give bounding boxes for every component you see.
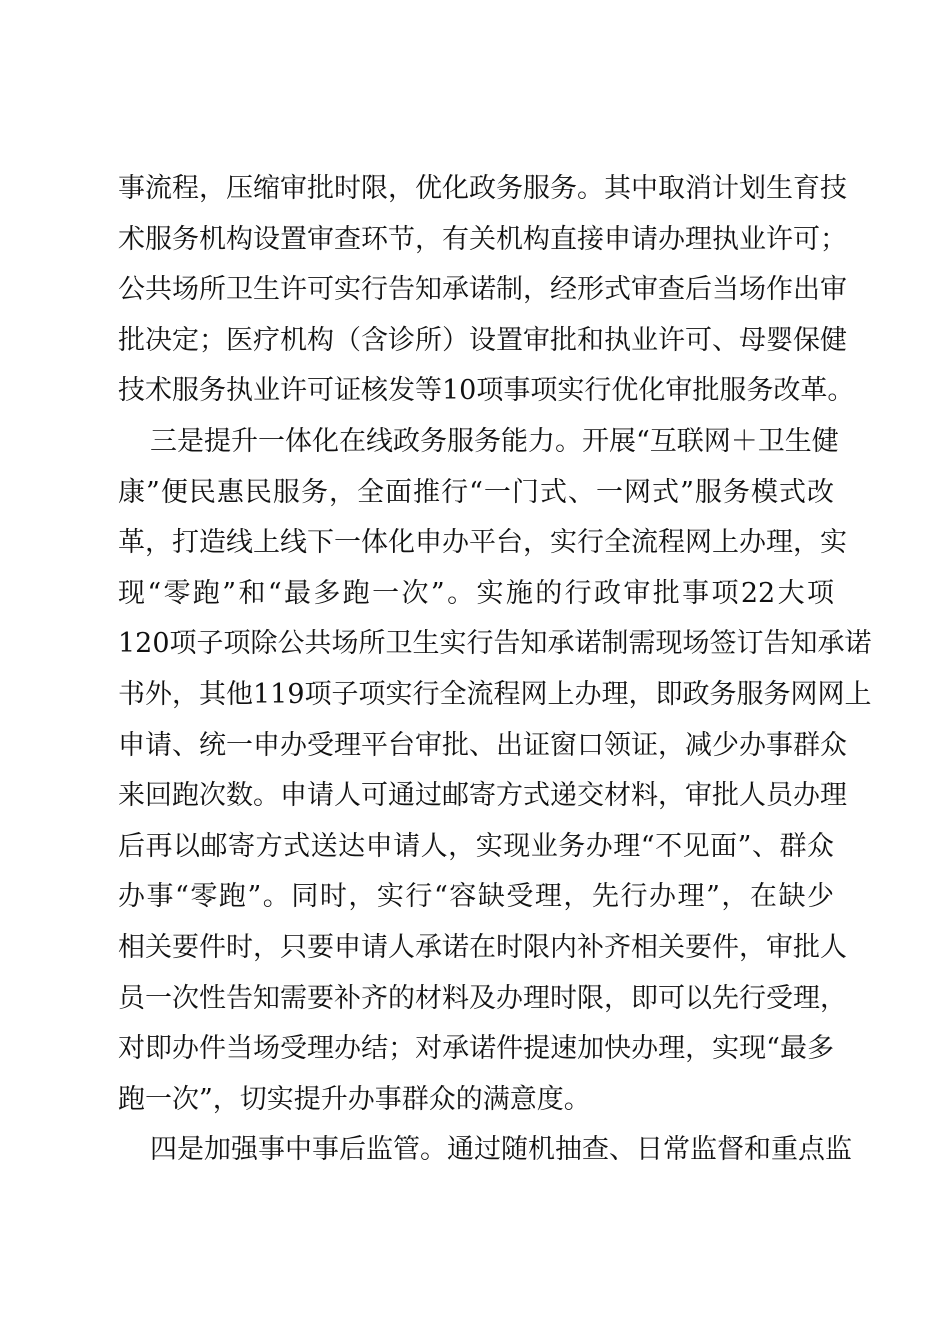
text-line: 批决定；医疗机构（含诊所）设置审批和执业许可、母婴保健 <box>118 324 847 356</box>
text-line: 办事“零跑”。同时，实行“容缺受理，先行办理”，在缺少 <box>118 881 834 913</box>
text-line: 现“零跑”和“最多跑一次”。实施的行政审批事项22大项 <box>118 577 834 609</box>
body-text <box>118 164 872 1176</box>
paragraph-start-line: 三是提升一体化在线政务服务能力。开展“互联网＋卫生健 <box>150 425 839 457</box>
text-line: 120项子项除公共场所卫生实行告知承诺制需现场签订告知承诺 <box>118 628 872 660</box>
text-line: 对即办件当场受理办结；对承诺件提速加快办理，实现“最多 <box>118 1033 834 1065</box>
paragraph-start-line: 四是加强事中事后监管。通过随机抽查、日常监督和重点监 <box>150 1134 852 1166</box>
text-line: 事流程，压缩审批时限，优化政务服务。其中取消计划生育技 <box>118 173 847 204</box>
text-line: 革，打造线上线下一体化申办平台，实行全流程网上办理，实 <box>118 527 847 559</box>
text-line: 书外，其他119项子项实行全流程网上办理，即政务服务网网上 <box>118 678 872 710</box>
text-line: 后再以邮寄方式送达申请人，实现业务办理“不见面”、群众 <box>118 830 834 862</box>
text-line: 相关要件时，只要申请人承诺在时限内补齐相关要件，审批人 <box>118 931 847 963</box>
text-line: 跑一次”，切实提升办事群众的满意度。 <box>118 1083 591 1115</box>
text-line: 康”便民惠民服务，全面推行“一门式、一网式”服务模式改 <box>118 476 834 508</box>
text-line: 术服务机构设置审查环节，有关机构直接申请办理执业许可； <box>118 223 847 255</box>
text-line: 技术服务执业许可证核发等10项事项实行优化审批服务改革。 <box>118 375 855 407</box>
text-line: 申请、统一申办受理平台审批、出证窗口领证，减少办事群众 <box>118 729 847 761</box>
text-line: 公共场所卫生许可实行告知承诺制，经形式审查后当场作出审 <box>118 274 847 306</box>
text-line: 员一次性告知需要补齐的材料及办理时限，即可以先行受理， <box>118 982 847 1014</box>
text-line: 来回跑次数。申请人可通过邮寄方式递交材料，审批人员办理 <box>118 780 847 812</box>
